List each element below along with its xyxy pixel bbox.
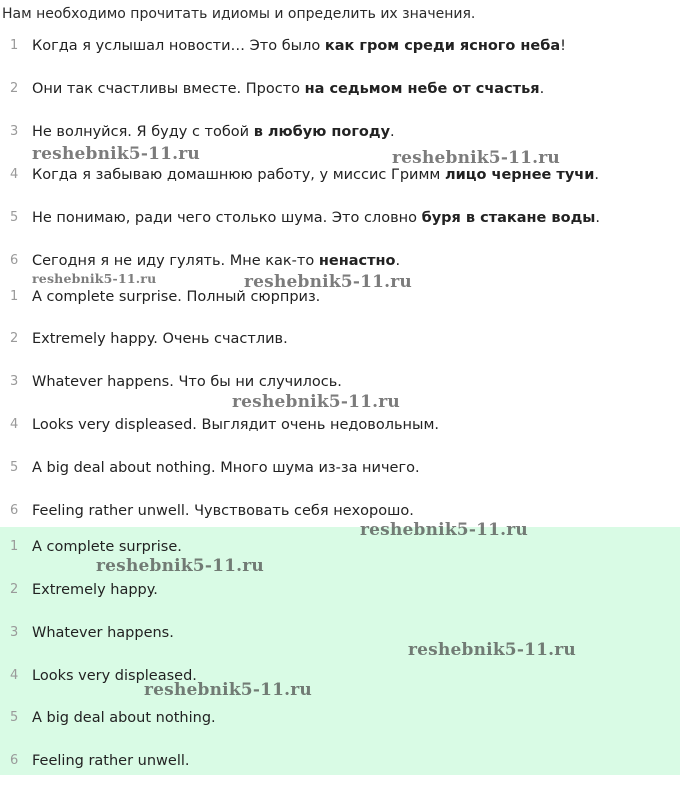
idiom-phrase: в любую погоду [253,124,391,140]
meaning-text: Feeling rather unwell. Чувствовать себя нехорошо. [32,503,414,519]
idiom-phrase: на седьмом небе от счастья [304,81,540,97]
idiom-phrase: ненастно [318,253,396,269]
idiom-item-5 [0,205,680,231]
answer-item-4 [0,663,680,689]
item-number: 6 [10,753,19,768]
item-number: 6 [10,503,19,518]
answer-item-5 [0,705,680,731]
meaning-text: A big deal about nothing. Много шума из-за ничего. [32,460,420,476]
answer-text: Looks very displeased. [32,668,197,684]
meaning-text: A complete surprise. Полный сюрприз. [32,289,321,305]
idiom-sentence: Не понимаю, ради чего столько шума. Это словно буря в стакане воды. [32,210,600,226]
idiom-phrase: лицо чернее тучи [444,167,595,183]
item-number: 4 [10,417,19,432]
answer-item-2 [0,577,680,603]
idiom-sentence: Сегодня я не иду гулять. Мне как-то ненастно. [32,253,401,269]
answer-text: Feeling rather unwell. [32,753,190,769]
item-number: 3 [10,124,19,139]
watermark: reshebnik5-11.ru [32,144,200,164]
task-instruction: Нам необходимо прочитать идиомы и определить их значения. [2,6,476,22]
watermark: reshebnik5-11.ru [408,640,576,660]
answer-item-6 [0,748,680,774]
meaning-item-5 [0,455,680,481]
item-number: 1 [10,38,19,53]
watermark: reshebnik5-11.ru [244,272,412,292]
answer-text: Whatever happens. [32,625,174,641]
item-number: 5 [10,460,19,475]
watermark: reshebnik5-11.ru [96,556,264,576]
item-number: 3 [10,374,19,389]
item-number: 3 [10,625,19,640]
idiom-phrase: буря в стакане воды [421,210,596,226]
answer-text: A complete surprise. [32,539,182,555]
item-number: 2 [10,582,19,597]
meaning-text: Looks very displeased. Выглядит очень недовольным. [32,417,440,433]
answer-text: A big deal about nothing. [32,710,216,726]
watermark: reshebnik5-11.ru [392,148,560,168]
meaning-item-2 [0,326,680,352]
answer-text: Extremely happy. [32,582,158,598]
item-number: 1 [10,539,19,554]
item-number: 5 [10,210,19,225]
item-number: 2 [10,81,19,96]
idiom-sentence: Они так счастливы вместе. Просто на седьмом небе от счастья. [32,81,545,97]
meaning-item-6 [0,498,680,524]
item-number: 4 [10,167,19,182]
item-number: 2 [10,331,19,346]
idiom-sentence: Не волнуйся. Я буду с тобой в любую погоду. [32,124,395,140]
watermark: reshebnik5-11.ru [232,392,400,412]
item-number: 1 [10,289,19,304]
idiom-item-1 [0,33,680,59]
meaning-text: Whatever happens. Что бы ни случилось. [32,374,342,390]
item-number: 4 [10,668,19,683]
idiom-item-3 [0,119,680,145]
meaning-text: Extremely happy. Очень счастлив. [32,331,288,347]
idiom-sentence: Когда я услышал новости… Это было как гром среди ясного неба! [32,38,566,54]
meaning-item-4 [0,412,680,438]
answer-item-3 [0,620,680,646]
watermark: reshebnik5-11.ru [32,271,157,286]
idiom-phrase: как гром среди ясного неба [324,38,561,54]
watermark: reshebnik5-11.ru [144,680,312,700]
item-number: 6 [10,253,19,268]
idiom-sentence: Когда я забываю домашнюю работу, у миссис Гримм лицо чернее тучи. [32,167,599,183]
item-number: 5 [10,710,19,725]
idiom-item-2 [0,76,680,102]
watermark: reshebnik5-11.ru [360,520,528,540]
idiom-item-4 [0,162,680,188]
